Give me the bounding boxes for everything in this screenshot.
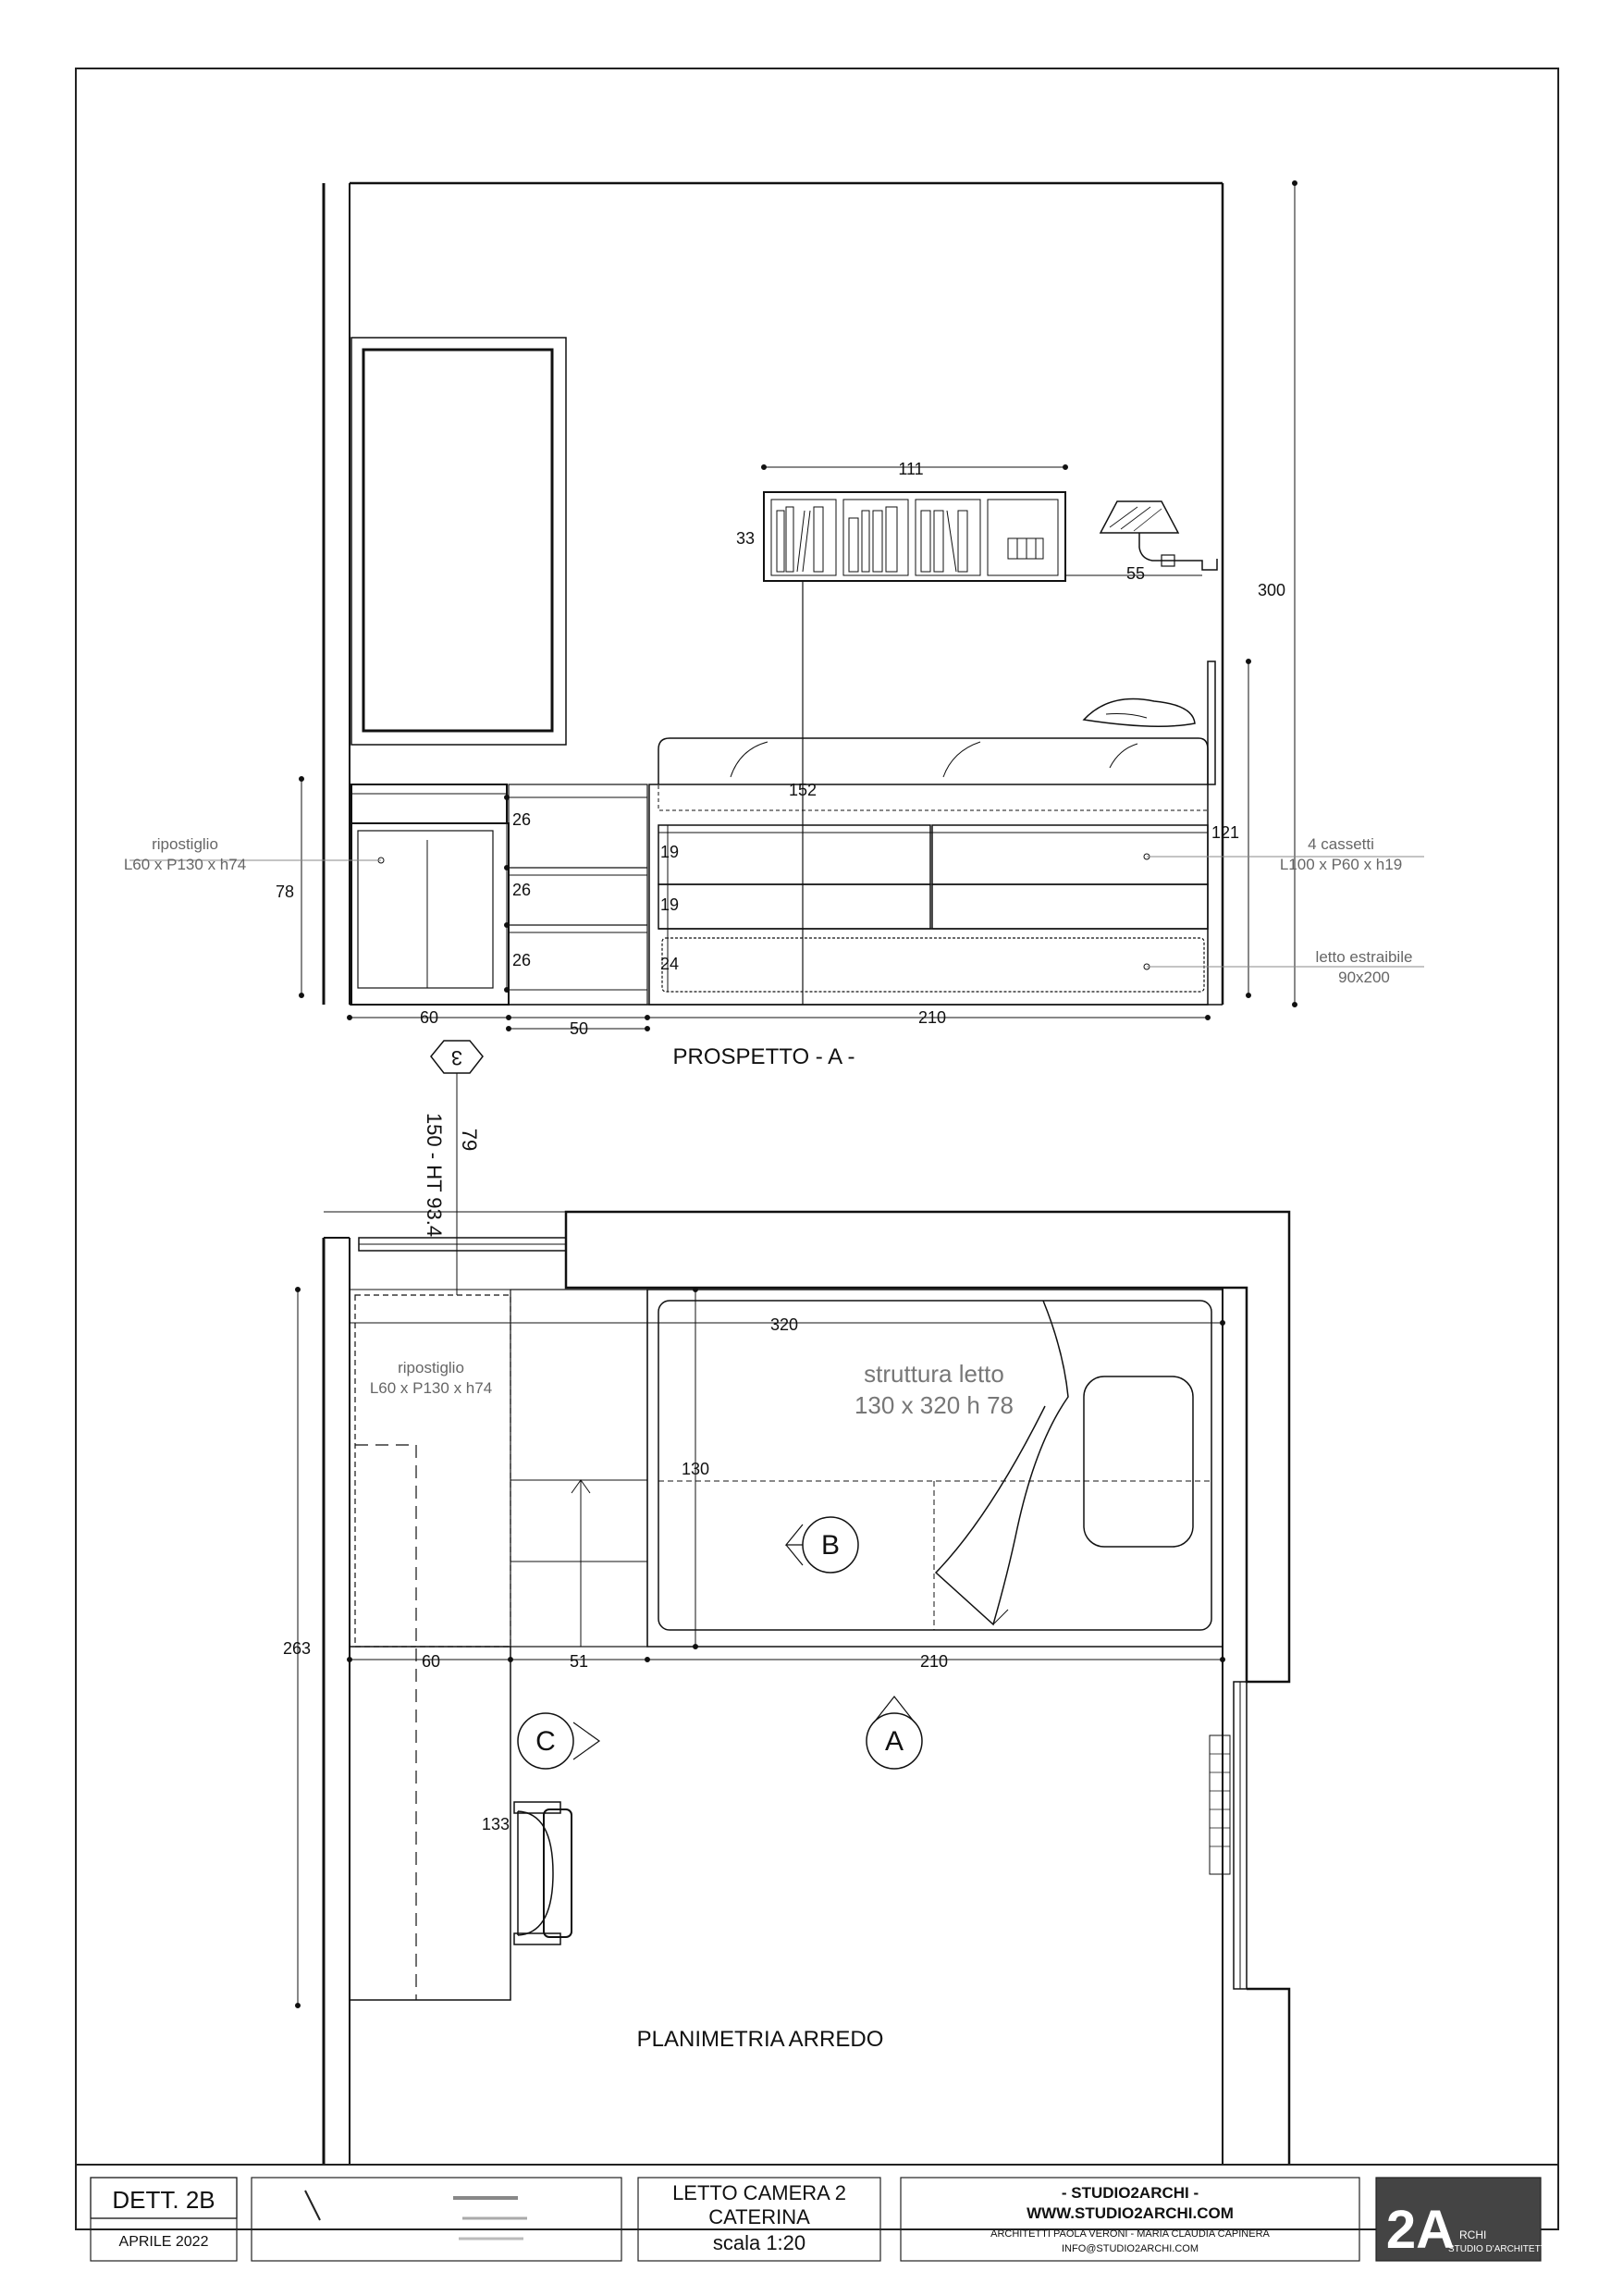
dim-320: 320 [769,1315,799,1334]
dim-lamp-offset: 55 [1125,564,1146,583]
studio-logo-mark: 2A [1385,2200,1456,2260]
sheet-title-line2: CATERINA [708,2205,810,2228]
drawing-texts [112,460,1566,2260]
dim-79: 79 [458,1128,481,1152]
pullout-label-size: 90x200 [1338,969,1390,986]
plan-storage-size: L60 x P130 x h74 [369,1379,493,1397]
marker-a-label: A [884,1726,904,1757]
title-block [76,2165,1558,2261]
sheet-code: DETT. 2B [112,2186,215,2214]
pillow [1084,699,1195,727]
bed-base [649,784,1208,1005]
dim-shelf-width: 111 [898,460,924,478]
cabinet-top [351,784,507,823]
dim-drawer-1: 19 [659,843,680,861]
studio-logo-text1: RCHI [1459,2228,1487,2241]
dim-wall-height: 300 [1257,581,1285,599]
studio-email: INFO@STUDIO2ARCHI.COM [1061,2243,1199,2254]
storage-label-size: L60 x P130 x h74 [123,856,247,873]
dim-left-height: 78 [275,883,294,901]
dim-step-1: 26 [511,810,532,829]
storage-cabinet [351,823,509,1005]
pullout-bed [659,938,1204,992]
wall-block [566,1212,1289,1682]
dim-drawer-2: 19 [659,895,680,914]
studio-logo-text2: STUDIO D'ARCHITETTURA [1448,2244,1566,2254]
studio-website: WWW.STUDIO2ARCHI.COM [1027,2204,1234,2222]
dim-plan-51: 51 [569,1652,589,1671]
wall-lamp [1100,501,1178,533]
plan-title: PLANIMETRIA ARREDO [636,2027,884,2052]
dim-drawer-3: 24 [659,955,680,973]
dim-base-60: 60 [419,1008,439,1027]
pullout-label-title: letto estraibile [1315,948,1413,966]
dim-bed-height: 121 [1211,823,1239,842]
plan-storage-title: ripostiglio [398,1359,464,1376]
dim-step-2: 26 [511,881,532,899]
marker-b-label: B [820,1530,841,1561]
dim-step-3: 26 [511,951,532,969]
dim-263: 263 [282,1639,311,1658]
mirror-panel [351,338,566,745]
dim-150-ht: 150 - HT 93.4 [423,1112,446,1238]
plan-view [296,1212,1290,2165]
plan-steps [510,1290,647,1647]
wall-shelf [764,492,1065,581]
studio-architects: ARCHITETTI PAOLA VERONI - MARIA CLAUDIA CAPINERA [990,2228,1270,2240]
blanket-fold [936,1301,1068,1624]
marker-c-label: C [535,1726,556,1757]
studio-name: - STUDIO2ARCHI - [1061,2184,1199,2202]
storage-outline [355,1295,510,1647]
sheet-title-line1: LETTO CAMERA 2 [672,2181,846,2204]
bed-structure-title: struttura letto [864,1360,1004,1388]
dim-plan-60: 60 [421,1652,441,1671]
elevation-view [129,181,1424,1296]
drawer-2 [932,825,1208,884]
dim-130: 130 [681,1460,710,1478]
dim-desk-133: 133 [481,1815,510,1833]
mattress [658,738,1208,784]
storage-label-title: ripostiglio [152,835,218,853]
dim-plan-210: 210 [919,1652,949,1671]
sheet-date: APRILE 2022 [118,2234,209,2250]
dim-152: 152 [788,781,818,799]
chair [518,1811,553,1935]
elevation-title: PROSPETTO - A - [672,1044,855,1069]
section-mark-number: 3 [450,1046,463,1069]
bed-structure-size: 130 x 320 h 78 [854,1391,1014,1419]
drawers-label-size: L100 x P60 x h19 [1279,856,1403,873]
dim-shelf-height: 33 [735,529,756,548]
dim-base-210: 210 [917,1008,947,1027]
drawer-3 [658,884,930,929]
plan-pillow [1084,1376,1193,1547]
drawer-1 [658,825,930,884]
radiator [1210,1735,1230,1874]
sheet-scale: scala 1:20 [712,2231,806,2254]
drawers-label-title: 4 cassetti [1308,835,1374,853]
drawer-4 [932,884,1208,929]
dim-base-50: 50 [569,1019,589,1038]
bed-structure [647,1290,1223,1647]
